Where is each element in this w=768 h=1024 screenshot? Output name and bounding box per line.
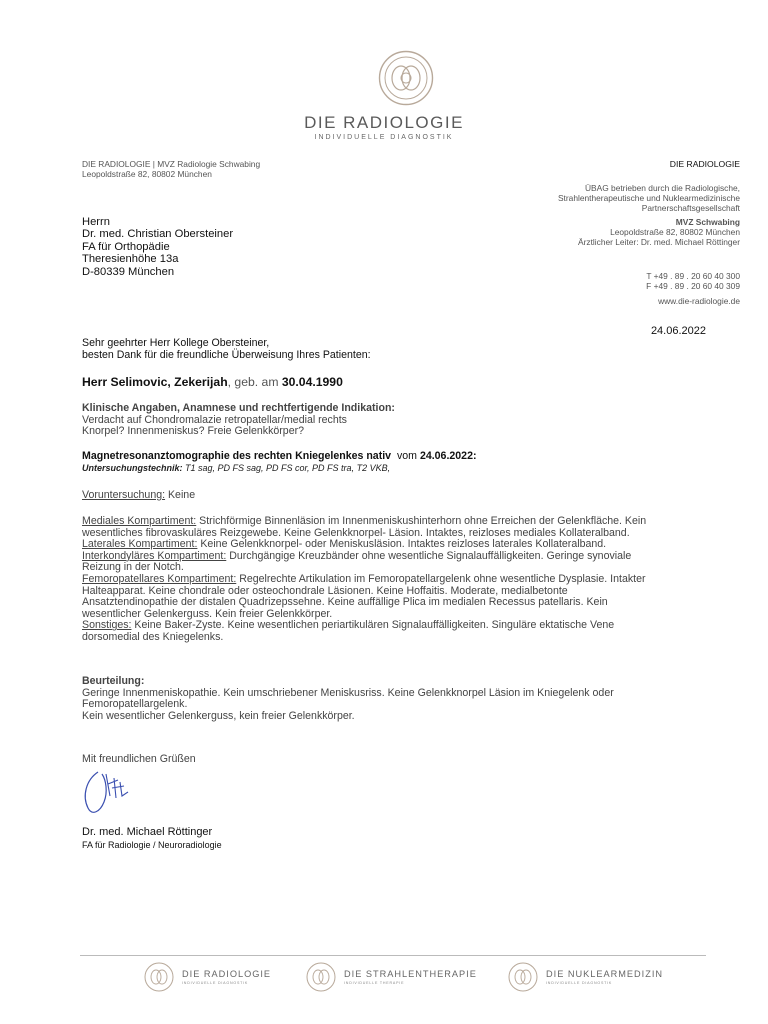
salutation-line-1: Sehr geehrter Herr Kollege Obersteiner, xyxy=(82,337,270,349)
radiologie-logo-icon xyxy=(144,962,174,992)
footer-logo-name: DIE NUKLEARMEDIZIN xyxy=(546,969,664,979)
recipient-line: Theresienhöhe 13a xyxy=(82,253,179,266)
phone: T +49 . 89 . 20 60 40 300 xyxy=(646,271,740,281)
recipient-line: FA für Orthopädie xyxy=(82,240,170,253)
finding-label: Mediales Kompartiment: xyxy=(82,515,197,527)
closing: Mit freundlichen Grüßen xyxy=(82,753,196,765)
findings-section xyxy=(82,516,722,644)
finding-other xyxy=(82,620,722,643)
finding-label: Sonstiges: xyxy=(82,619,132,632)
footer-divider xyxy=(80,955,706,956)
finding-text: Regelrechte Artikulation im Femoropatellargelenk ohne wesentliche Dysplasie. Intakter xyxy=(236,572,646,585)
assessment-line: Kein wesentlicher Gelenkerguss, kein freier Gelenkkörper. xyxy=(82,709,355,722)
finding-label: Interkondyläres Kompartiment: xyxy=(82,549,227,562)
patient-dob: 30.04.1990 xyxy=(281,375,343,389)
clinical-line: Verdacht auf Chondromalazie retropatellar/medial rechts xyxy=(82,413,347,426)
finding-text: dorsomedial des Kniegelenks. xyxy=(82,630,224,643)
signer-name: Dr. med. Michael Röttinger xyxy=(82,826,213,838)
finding-medial xyxy=(82,516,722,539)
finding-text: wesentliches fibrovaskuläres Reizgewebe. Keine Gelenkknorpel- Läsion. Intaktes, reizloses mediales Kollateralband. xyxy=(82,526,630,539)
mvz-title: MVZ Schwabing xyxy=(675,217,740,227)
technique-value: T1 sag, PD FS sag, PD FS cor, PD FS tra, T2 VKB, xyxy=(182,462,391,473)
fax: F +49 . 89 . 20 60 40 309 xyxy=(646,281,740,291)
finding-label: Laterales Kompartiment: xyxy=(82,538,198,551)
strahlentherapie-logo-icon xyxy=(306,962,336,992)
exam-title-row xyxy=(82,451,477,463)
finding-text: wesentlicher Gelenkerguss. Kein freier Gelenkkörper. xyxy=(82,607,333,620)
mvz-address: Leopoldstraße 82, 80802 München xyxy=(610,227,740,237)
sender-line-1: DIE RADIOLOGIE | MVZ Radiologie Schwabing xyxy=(82,159,261,169)
finding-text: Ansatztendinopathie der distalen Quadrizepssehne. Keine auffällige Plica im medialen Recessus patellaris. Kein xyxy=(82,596,608,609)
assessment-line: Femoropatellargelenk. xyxy=(82,698,188,711)
footer-logo-strahlentherapie xyxy=(306,962,477,992)
recipient-address xyxy=(82,216,233,278)
technique-label: Untersuchungstechnik: xyxy=(82,462,183,473)
finding-text: Keine Gelenkknorpel- oder Meniskusläsion. Intaktes reizloses laterales Kollateralband. xyxy=(197,538,607,551)
prior-exam xyxy=(82,490,195,502)
footer-logo-nuklearmedizin xyxy=(508,962,663,992)
finding-intercondylar xyxy=(82,551,722,574)
recipient-line: D-80339 München xyxy=(82,265,175,278)
finding-text: Reizung in der Notch. xyxy=(82,561,184,574)
letter-date: 24.06.2022 xyxy=(650,325,706,337)
assessment-heading: Beurteilung: xyxy=(82,675,145,687)
signer-block xyxy=(82,826,222,850)
assessment-line: Geringe Innenmeniskopathie. Kein umschriebener Meniskusriss. Keine Gelenkknorpel Läsion im Kniegelenk oder xyxy=(82,686,614,699)
clinical-line: Knorpel? Innenmeniskus? Freie Gelenkkörper? xyxy=(82,425,305,438)
footer-logo-radiologie xyxy=(144,962,271,992)
exam-title: Magnetresonanztomographie des rechten Kniegelenkes nativ xyxy=(82,450,392,462)
prior-label: Voruntersuchung: xyxy=(82,489,166,501)
exam-date: 24.06.2022: xyxy=(419,450,477,462)
patient-born-label: , geb. am xyxy=(227,375,282,389)
finding-label: Femoropatellares Kompartiment: xyxy=(82,572,237,585)
right-header xyxy=(480,159,740,169)
clinical-section xyxy=(82,403,395,438)
footer-logo-name: DIE STRAHLENTHERAPIE xyxy=(344,969,477,979)
mvz-lead: Ärztlicher Leiter: Dr. med. Michael Röttinger xyxy=(578,237,740,247)
sender-line xyxy=(82,159,260,179)
footer-logo-sub: INDIVIDUELLE DIAGNOSTIK xyxy=(182,981,249,985)
signature-image xyxy=(80,766,140,818)
right-header-title: DIE RADIOLOGIE xyxy=(669,159,740,169)
salutation-line-2: besten Dank für die freundliche Überweisung Ihres Patienten: xyxy=(82,348,371,361)
ubag-line-1: ÜBAG betrieben durch die Radiologische, xyxy=(584,183,740,193)
contact-block xyxy=(480,271,740,291)
footer-logo-sub: INDIVIDUELLE THERAPIE xyxy=(344,981,405,985)
patient-name: Herr Selimovic, Zekerijah xyxy=(82,375,228,389)
ubag-line-2: Strahlentherapeutische und Nuklearmedizinische xyxy=(557,193,740,203)
clinical-heading: Klinische Angaben, Anamnese und rechtfertigende Indikation: xyxy=(82,402,395,414)
finding-text: Strichförmige Binnenläsion im Innenmeniskushinterhorn ohne Erreichen der Gelenkfläche. Kein xyxy=(196,515,647,527)
finding-text: Keine Baker-Zyste. Keine wesentlichen periartikulären Signalauffälligkeiten. Singuläre ektatische Vene xyxy=(131,619,615,632)
sender-line-2: Leopoldstraße 82, 80802 München xyxy=(82,169,212,179)
brand-name: DIE RADIOLOGIE xyxy=(304,113,464,132)
prior-text: Keine xyxy=(165,489,196,501)
finding-text: Halteapparat. Keine chondrale oder osteochondrale Läsionen. Keine Hoffaitis. Moderate, medialbetonte xyxy=(82,584,568,597)
footer-logo-sub: INDIVIDUELLE DIAGNOSTIK xyxy=(546,981,613,985)
exam-date-prefix: vom xyxy=(396,450,417,462)
recipient-line: Herrn xyxy=(82,216,110,228)
exam-technique xyxy=(82,463,477,475)
assessment-section xyxy=(82,676,722,722)
ubag-line-3: Partnerschaftsgesellschaft xyxy=(641,203,740,213)
brand-logo-icon xyxy=(378,50,434,106)
salutation xyxy=(82,338,371,361)
mvz-block xyxy=(480,217,740,247)
finding-femoropatellar xyxy=(82,574,722,620)
website-link[interactable]: www.die-radiologie.de xyxy=(658,296,740,306)
signer-title: FA für Radiologie / Neuroradiologie xyxy=(82,840,222,850)
finding-text: Durchgängige Kreuzbänder ohne wesentliche Signalauffälligkeiten. Geringe synoviale xyxy=(226,549,632,562)
patient-line xyxy=(82,375,343,389)
ubag-block xyxy=(480,183,740,213)
footer-logo-name: DIE RADIOLOGIE xyxy=(182,969,272,979)
nuklearmedizin-logo-icon xyxy=(508,962,538,992)
exam-section xyxy=(82,451,477,474)
recipient-line: Dr. med. Christian Obersteiner xyxy=(82,228,234,241)
brand-tagline: INDIVIDUELLE DIAGNOSTIK xyxy=(314,134,454,141)
